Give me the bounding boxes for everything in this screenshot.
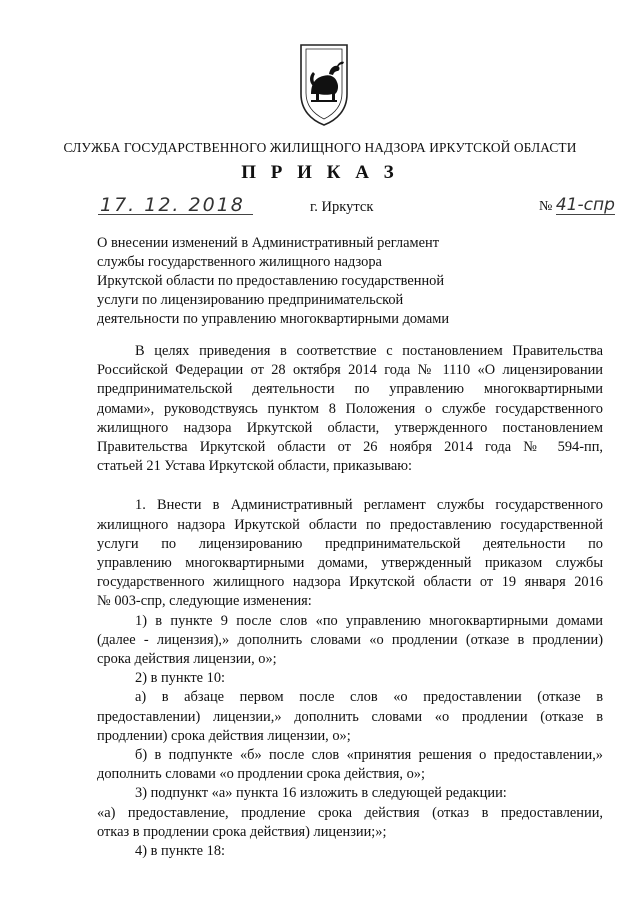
item1-line: жилищного надзора Иркутской области по предоставлению государственной [97, 516, 603, 533]
item1-line: № 003-спр, следующие изменения: [97, 593, 312, 610]
change-1-line: срока действия лицензии, о»; [97, 651, 277, 668]
item1-line: 1. Внести в Административный регламент службы государственного [135, 497, 603, 514]
change-2a-line: продлении) срока действия лицензии, о»; [97, 727, 351, 744]
preamble-line: Российской Федерации от 28 октября 2014 года № 1110 «О лицензировании [97, 362, 603, 379]
change-2b-line: дополнить словами «о продлении срока действия, о»; [97, 766, 425, 783]
preamble-line: статьей 21 Устава Иркутской области, приказываю: [97, 458, 413, 475]
document-date: 17. 12. 2018 [98, 196, 253, 215]
change-3-heading: 3) подпункт «а» пункта 16 изложить в следующей редакции: [135, 785, 507, 802]
change-2a-line: предоставлении) лицензии,» дополнить словами «о продлении (отказе в [97, 708, 603, 725]
preamble-line: Правительства Иркутской области от 26 ноября 2014 года № 594-пп, [97, 439, 603, 456]
change-3-text-line: отказ в продлении срока действия) лицензии;»; [97, 823, 387, 840]
item1-line: управлению многоквартирными домами, утвержденный приказом службы [97, 555, 603, 572]
document-number [539, 196, 615, 215]
item1-line: услуги по лицензированию предпринимательской деятельности по [97, 535, 603, 552]
change-1-line: (далее - лицензия),» дополнить словами «о продлении (отказе в продлении) [97, 631, 603, 648]
change-2b-line: б) в подпункте «б» после слов «принятия решения о предоставлении,» [135, 747, 603, 764]
change-4-heading: 4) в пункте 18: [135, 843, 226, 860]
document-type-title: П Р И К А З [241, 162, 399, 183]
change-2a-line: а) в абзаце первом после слов «о предоставлении (отказе в [135, 689, 603, 706]
item1-line: государственного жилищного надзора Иркутской области от 19 января 2016 [97, 574, 603, 591]
subject-line: деятельности по управлению многоквартирными домами [97, 311, 450, 327]
number-value: 41-спр [555, 195, 615, 215]
document-city: г. Иркутск [310, 199, 374, 215]
change-2-heading: 2) в пункте 10: [135, 670, 226, 687]
subject-line: Иркутской области по предоставлению государственной [97, 273, 445, 289]
preamble-line: предпринимательской деятельности по управлению многоквартирными [97, 381, 603, 398]
organization-name: СЛУЖБА ГОСУДАРСТВЕННОГО ЖИЛИЩНОГО НАДЗОРА ИРКУТСКОЙ ОБЛАСТИ [63, 140, 577, 155]
document-body [97, 342, 603, 861]
subject-line: службы государственного жилищного надзора [97, 254, 382, 270]
change-1-line: 1) в пункте 9 после слов «по управлению многоквартирными домами [135, 612, 603, 629]
document-subject [97, 234, 477, 329]
number-sign: № [539, 199, 553, 214]
subject-line: О внесении изменений в Административный регламент [97, 235, 439, 251]
subject-line: услуги по лицензированию предпринимательской [97, 292, 404, 308]
coat-of-arms-icon [299, 44, 349, 126]
preamble-line: жилищного надзора Иркутской области, утвержденного постановлением [97, 419, 603, 436]
preamble-line: домами», руководствуясь пунктом 8 Положения о службе государственного [97, 400, 603, 417]
preamble-line: В целях приведения в соответствие с постановлением Правительства [135, 343, 603, 359]
change-3-text-line: «а) предоставление, продление срока действия (отказ в предоставлении, [97, 804, 603, 821]
